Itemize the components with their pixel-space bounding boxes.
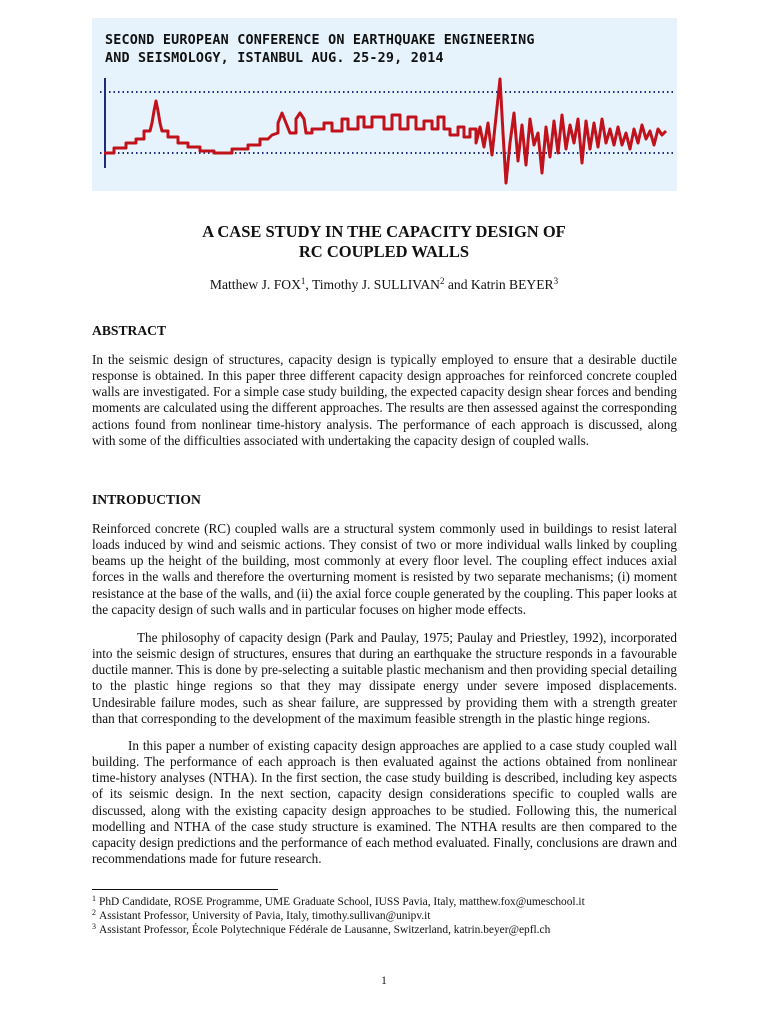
footnote-3-mark: 3 [92,922,96,931]
footnote-3-text: Assistant Professor, École Polytechnique Fédérale de Lausanne, Switzerland, katrin.beyer@epfl.ch [99,924,551,936]
intro-paragraph-1: Reinforced concrete (RC) coupled walls are a structural system commonly used in buildings to resist lateral loads induced by wind and seismic actions. They consist of two or more individual walls linked by coupling beams up the height of the building, most commonly at every floor level. The coupling effect induces axial forces in the walls and therefore the overturning moment is resisted by two separate mechanisms; (i) moment resistance at the base of the walls, and (ii) the axial force couple generated by the coupling. This paper looks at the capacity design of such walls and in particular focuses on higher mode effects. [92,521,677,617]
intro-paragraph-3: In this paper a number of existing capacity design approaches are applied to a case study coupled wall building. The performance of each approach is then evaluated against the actions obtained from nonlinear time-history analyses (NTHA). In the first section, the case study building is described, including key aspects of its seismic design. In the next section, capacity design considerations specific to coupled walls are discussed, along with the existing capacity design approaches to be studied. Following this, the numerical modelling and NTHA of the case study structure is examined. The NTHA results are then compared to the capacity design predictions and the performance of each method evaluated. Finally, conclusions are drawn and recommendations made for future research. [92,738,677,867]
conference-title-line1: SECOND EUROPEAN CONFERENCE ON EARTHQUAKE ENGINEERING [105,33,535,48]
paper-title-line1: A CASE STUDY IN THE CAPACITY DESIGN OF [202,222,566,241]
introduction-heading: INTRODUCTION [92,492,201,507]
seismogram-graphic [92,73,677,191]
footnote-3 [92,922,550,936]
author-3-mark: 3 [553,276,559,286]
footnote-2 [92,908,430,922]
abstract-text: In the seismic design of structures, capacity design is typically employed to ensure that a desirable ductile response is obtained. In this paper three different capacity design approaches for reinforced concrete coupled walls are investigated. For a simple case study building, the expected capacity design shear forces and bending moments are calculated using the different approaches. The results are then assessed against the corresponding actions found from nonlinear time-history analysis. The performance of each approach is discussed, along with some of the difficulties associated with undertaking the capacity design of coupled walls. [92,352,677,448]
footnote-2-mark: 2 [92,908,96,917]
page-number: 1 [381,975,387,987]
conference-banner [92,18,677,191]
intro-paragraph-2: The philosophy of capacity design (Park and Paulay, 1975; Paulay and Priestley, 1992), incorporated into the seismic design of structures, ensures that during an earthquake the structure responds in a favourable ductile manner. This is done by pre-selecting a suitable plastic mechanism and then providing special detailing to the plastic hinge regions so that they may dissipate energy under severe imposed displacements. Undesirable failure modes, such as shear failure, are suppressed by providing them with a strength greater than that corresponding to the development of the maximum feasible strength in the plastic hinge regions. [92,630,677,726]
author-1: Matthew J. FOX [209,277,301,292]
author-line [0,276,768,293]
footnote-divider [92,889,278,890]
seismogram-trace [104,79,666,183]
conference-title-line2: AND SEISMOLOGY, ISTANBUL AUG. 25-29, 2014 [105,51,444,66]
paper-title-line2: RC COUPLED WALLS [298,242,470,261]
author-separator-1: , Timothy J. SULLIVAN [305,277,440,292]
author-1-mark: 1 [300,276,306,286]
abstract-heading: ABSTRACT [92,323,167,338]
author-separator-2: and Katrin BEYER [444,277,554,292]
footnote-2-text: Assistant Professor, University of Pavia, Italy, timothy.sullivan@unipv.it [99,910,431,922]
footnote-1-text: PhD Candidate, ROSE Programme, UME Graduate School, IUSS Pavia, Italy, matthew.fox@umeschool.it [99,896,585,908]
footnote-1 [92,894,585,908]
author-2-mark: 2 [440,276,445,286]
footnote-1-mark: 1 [92,894,96,903]
